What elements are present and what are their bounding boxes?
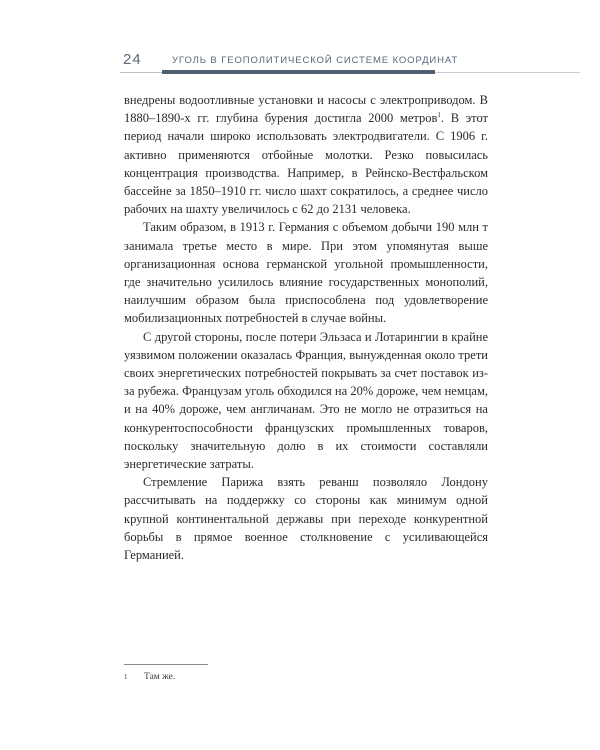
page-header (0, 0, 600, 80)
footnote (124, 671, 488, 683)
header-rule-accent (162, 70, 435, 74)
paragraph-1 (124, 91, 488, 218)
paragraph-2: Таким образом, в 1913 г. Германия с объемом добычи 190 млн т занимала третье место в мире. При этом упомянутая выше организационная основа германской угольной промышленности, где значительно усилилось влияние государственных монополий, наилучшим образом была приспособлена под удовлетворение мобилизационных потребностей в случае войны. (124, 220, 488, 326)
header-rule-left (120, 72, 162, 73)
footnote-mark: 1 (124, 673, 128, 681)
paragraph-3: С другой стороны, после потери Эльзаса и Лотарингии в крайне уязвимом положении оказалась Франция, вынужденная около трети своих энергетических потребностей покрывать за счет поставок из-за рубежа. Французам уголь обходился на 20% дороже, чем немцам, и на 40% дороже, чем англичанам. Это не могло не отразиться на конкурентоспособности французских промышленных товаров, поскольку значительную долю в их стоимости составляли энергетические затраты. (124, 329, 488, 472)
footnote-text: Там же. (144, 672, 176, 682)
running-title: УГОЛЬ В ГЕОПОЛИТИЧЕСКОЙ СИСТЕМЕ КООРДИНАТ (172, 55, 459, 66)
footnote-ref: 1 (437, 111, 441, 120)
paragraph-1-start: внедрены водоотливные установки и насосы с электроприводом. В 1880–1890-х гг. глубина бурения достигла 2000 метров (124, 93, 488, 126)
footnote-divider (124, 664, 208, 665)
page-number: 24 (123, 51, 142, 68)
paragraph-4: Стремление Парижа взять реванш позволяло Лондону рассчитывать на поддержку со стороны как минимум одной крупной континентальной державы при переходе конкурентной борьбы в прямое военное столкновение с усиливающейся Германией. (124, 475, 488, 563)
paragraph-1-end: . В этот период начали широко использовать электродвигатели. С 1906 г. активно применяются отбойные молотки. Резко повысилась концентрация производства. Например, в Рейнско-Вестфальском бассейне за 1850–1910 гг. число шахт сократилось, а среднее число рабочих на шахту увеличилось с 62 до 2131 человека. (124, 111, 488, 217)
header-rule-right (435, 72, 580, 73)
main-text (124, 91, 488, 564)
